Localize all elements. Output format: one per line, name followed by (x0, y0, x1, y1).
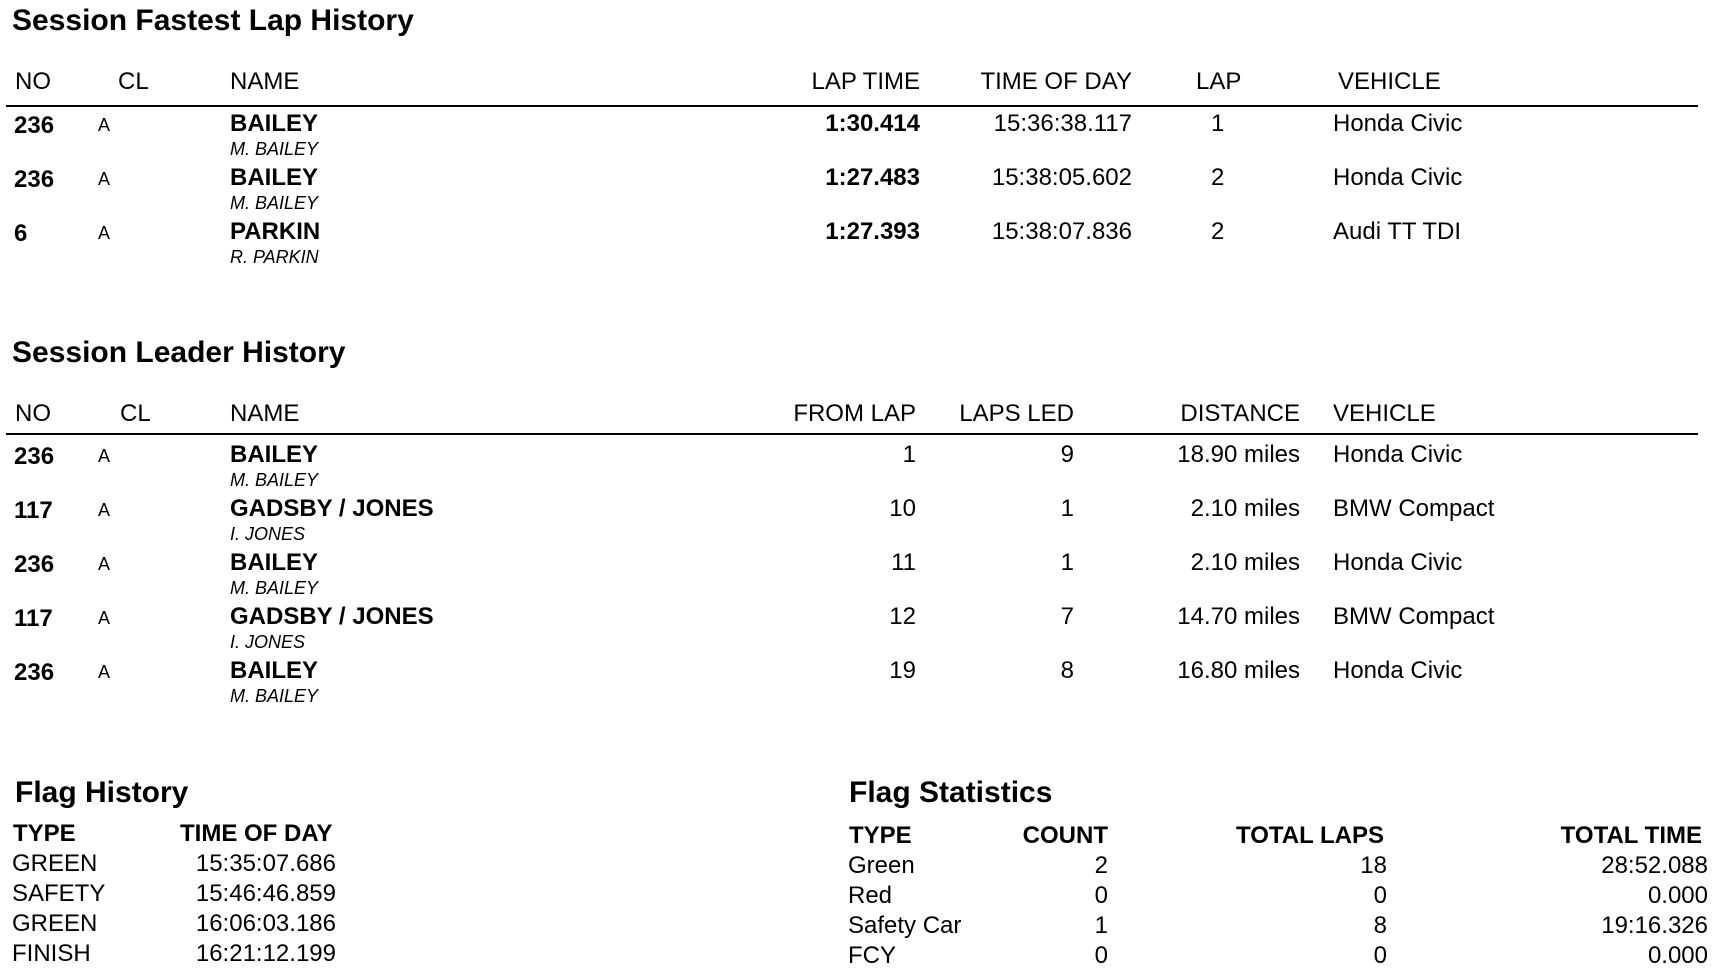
row-name: BAILEY (230, 164, 319, 191)
row-lap: 2 (1211, 218, 1225, 245)
row-no: 236 (14, 551, 55, 578)
row-no: 236 (14, 166, 55, 193)
row-distance: 2.10 miles (1190, 549, 1300, 576)
stat-total-time: 19:16.326 (1601, 912, 1708, 939)
leader-history-title: Session Leader History (12, 336, 346, 369)
flag-stats-header-type: TYPE (849, 822, 912, 849)
flag-type: FINISH (12, 940, 91, 967)
row-class: A (98, 662, 111, 682)
row-lap-time: 1:27.483 (825, 164, 920, 191)
table-row (0, 549, 1712, 603)
row-driver: M. BAILEY (230, 193, 319, 213)
stat-total-laps: 0 (1373, 882, 1387, 909)
stat-count: 0 (1094, 942, 1108, 969)
flag-stats-header-count: COUNT (1022, 822, 1108, 849)
row-lap: 2 (1211, 164, 1225, 191)
table-row (0, 603, 1712, 657)
row-driver: R. PARKIN (230, 247, 319, 267)
row-vehicle: Honda Civic (1333, 164, 1463, 191)
row-time-of-day: 15:38:05.602 (991, 164, 1132, 191)
flag-time: 16:06:03.186 (195, 910, 336, 937)
header-lap: LAP (1196, 68, 1242, 95)
row-vehicle: Honda Civic (1333, 110, 1463, 137)
row-driver: M. BAILEY (230, 139, 319, 159)
fastest-lap-divider (6, 105, 1698, 107)
row-driver: M. BAILEY (230, 686, 319, 706)
flag-type: GREEN (12, 910, 98, 937)
flag-history-header-type: TYPE (13, 820, 76, 847)
fastest-lap-title: Session Fastest Lap History (12, 4, 414, 37)
stat-total-laps: 18 (1360, 852, 1387, 879)
header-cl: CL (118, 68, 149, 95)
row-lap-time: 1:27.393 (825, 218, 920, 245)
stat-total-time: 0.000 (1647, 882, 1708, 909)
row-time-of-day: 15:38:07.836 (991, 218, 1132, 245)
row-vehicle: Honda Civic (1333, 441, 1463, 468)
header-cl: CL (120, 400, 151, 427)
row-no: 236 (14, 659, 55, 686)
row-driver: M. BAILEY (230, 578, 319, 598)
row-name: PARKIN (230, 218, 321, 245)
header-no: NO (15, 400, 51, 427)
table-row (0, 218, 1712, 272)
header-vehicle: VEHICLE (1338, 68, 1441, 95)
row-driver: I. JONES (230, 524, 306, 544)
row-name: GADSBY / JONES (230, 495, 434, 522)
stat-count: 1 (1094, 912, 1108, 939)
row-laps-led: 1 (1060, 495, 1074, 522)
row-from-lap: 10 (889, 495, 916, 522)
row-from-lap: 12 (889, 603, 916, 630)
header-from-lap: FROM LAP (793, 400, 916, 427)
row-name: BAILEY (230, 657, 319, 684)
header-lap-time: LAP TIME (811, 68, 920, 95)
stat-type: Green (848, 852, 915, 879)
header-vehicle: VEHICLE (1333, 400, 1436, 427)
row-lap-time: 1:30.414 (825, 110, 920, 137)
row-laps-led: 9 (1060, 441, 1074, 468)
stat-count: 0 (1094, 882, 1108, 909)
row-class: A (98, 446, 111, 466)
row-from-lap: 19 (889, 657, 916, 684)
stat-total-time: 0.000 (1647, 942, 1708, 969)
row-laps-led: 1 (1060, 549, 1074, 576)
table-row (0, 441, 1712, 495)
row-vehicle: BMW Compact (1333, 495, 1495, 522)
table-row (0, 164, 1712, 218)
row-no: 6 (14, 220, 28, 247)
row-class: A (98, 554, 111, 574)
header-laps-led: LAPS LED (959, 400, 1074, 427)
flag-stats-header-total-laps: TOTAL LAPS (1235, 822, 1384, 849)
row-vehicle: Audi TT TDI (1333, 218, 1462, 245)
row-name: BAILEY (230, 549, 319, 576)
table-row (0, 495, 1712, 549)
row-driver: I. JONES (230, 632, 306, 652)
stat-count: 2 (1094, 852, 1108, 879)
flag-history-header-time: TIME OF DAY (180, 820, 333, 847)
stat-type: Safety Car (848, 912, 962, 939)
header-name: NAME (230, 400, 300, 427)
flag-stats-header-total-time: TOTAL TIME (1560, 822, 1702, 849)
row-distance: 14.70 miles (1177, 603, 1300, 630)
row-distance: 18.90 miles (1177, 441, 1300, 468)
row-no: 236 (14, 443, 55, 470)
row-laps-led: 8 (1060, 657, 1074, 684)
row-name: BAILEY (230, 110, 319, 137)
row-class: A (98, 115, 111, 135)
row-from-lap: 1 (902, 441, 916, 468)
row-no: 117 (14, 497, 53, 524)
leader-history-divider (6, 433, 1698, 435)
row-distance: 2.10 miles (1190, 495, 1300, 522)
stat-type: Red (848, 882, 893, 909)
row-lap: 1 (1211, 110, 1225, 137)
row-class: A (98, 169, 111, 189)
row-vehicle: Honda Civic (1333, 657, 1463, 684)
row-time-of-day: 15:36:38.117 (993, 110, 1132, 137)
flag-time: 16:21:12.199 (195, 940, 336, 967)
header-time-of-day: TIME OF DAY (980, 68, 1132, 95)
row-name: GADSBY / JONES (230, 603, 434, 630)
row-class: A (98, 223, 111, 243)
flag-type: SAFETY (12, 880, 106, 907)
header-distance: DISTANCE (1180, 400, 1300, 427)
row-from-lap: 11 (891, 549, 916, 576)
row-class: A (98, 500, 111, 520)
stat-total-time: 28:52.088 (1601, 852, 1708, 879)
table-row (0, 110, 1712, 164)
flag-statistics-title: Flag Statistics (849, 776, 1053, 809)
flag-time: 15:46:46.859 (195, 880, 336, 907)
row-distance: 16.80 miles (1177, 657, 1300, 684)
flag-history-title: Flag History (15, 776, 189, 809)
header-name: NAME (230, 68, 300, 95)
row-laps-led: 7 (1060, 603, 1074, 630)
table-row (0, 657, 1712, 711)
row-vehicle: Honda Civic (1333, 549, 1463, 576)
stat-type: FCY (848, 942, 896, 969)
row-name: BAILEY (230, 441, 319, 468)
stat-total-laps: 0 (1373, 942, 1387, 969)
flag-time: 15:35:07.686 (195, 850, 336, 877)
flag-type: GREEN (12, 850, 98, 877)
stat-total-laps: 8 (1373, 912, 1387, 939)
row-class: A (98, 608, 111, 628)
row-no: 117 (14, 605, 53, 632)
row-driver: M. BAILEY (230, 470, 319, 490)
row-vehicle: BMW Compact (1333, 603, 1495, 630)
header-no: NO (15, 68, 51, 95)
row-no: 236 (14, 112, 55, 139)
